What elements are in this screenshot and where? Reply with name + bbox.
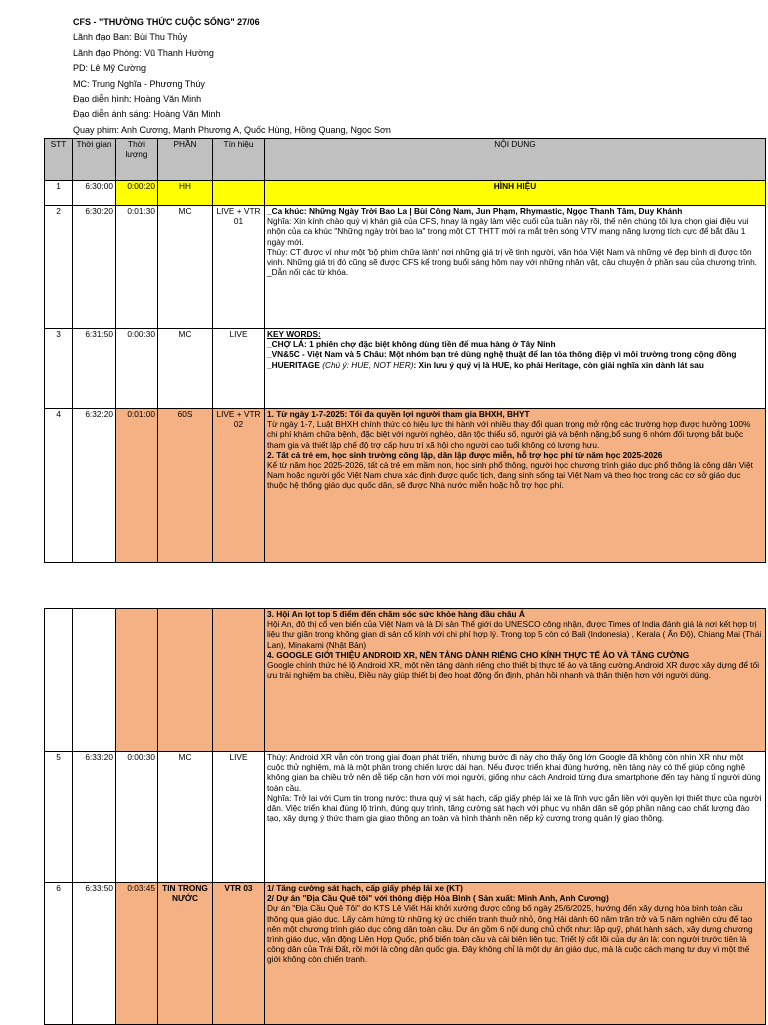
header-line-lighting: Đạo diễn ánh sáng: Hoàng Văn Minh — [73, 109, 221, 120]
table-row — [45, 409, 766, 563]
cell-content — [265, 206, 766, 329]
cell-signal: LIVE + VTR 01 — [213, 206, 265, 329]
header-line-mc: MC: Trung Nghĩa - Phương Thúy — [73, 78, 205, 89]
content-line: _Dẫn nối các từ khóa. — [267, 267, 349, 278]
content-line: _Ca khúc: Những Ngày Trời Bao La | Bùi Công Nam, Jun Phạm, Rhymastic, Ngọc Thanh Tâm, Duy Khánh — [267, 206, 683, 216]
rundown-table — [44, 138, 766, 563]
cell-stt: 2 — [45, 206, 73, 329]
cell-duration: 0:00:20 — [116, 181, 158, 206]
cell-content — [265, 329, 766, 409]
cell-duration: 0:00:30 — [116, 752, 158, 883]
col-signal: Tín hiệu — [213, 139, 265, 181]
col-stt: STT — [45, 139, 73, 181]
cell-time: 6:30:00 — [73, 181, 116, 206]
content-line: 2. Tất cả trẻ em, học sinh trường công lập, dân lập được miễn, hỗ trợ học phí từ năm học 2025-2026 — [267, 449, 663, 460]
content-line: Hội An, đô thị cổ ven biển của Việt Nam và là Di sản Thế giới do UNESCO công nhận, được Times of India đánh giá là nơi kết hợp trị liệu thư giãn trong không gian di sản cổ kính với chi phí hợp lý. Trong top 5 còn có Bali (Indonesia) , Kerala ( Ấn Độ), Chiang Mai (Thái Lan), Minakami (Nhật Bản) — [267, 619, 762, 650]
cell-part: MC — [158, 206, 213, 329]
cell-stt — [45, 609, 73, 752]
cell-signal — [213, 609, 265, 752]
cell-stt: 5 — [45, 752, 73, 883]
document-header — [73, 15, 391, 138]
cell-content — [265, 181, 766, 206]
table-row — [45, 181, 766, 206]
col-content: NỘI DUNG — [265, 139, 766, 181]
cell-time: 6:30:20 — [73, 206, 116, 329]
col-part: PHẦN — [158, 139, 213, 181]
col-duration: Thời lượng — [116, 139, 158, 181]
cell-duration: 0:00:30 — [116, 329, 158, 409]
rundown-table-continued — [44, 608, 766, 1025]
content-line: 1/ Tăng cường sát hạch, cấp giấy phép lái xe (KT) — [267, 883, 463, 893]
table-row — [45, 329, 766, 409]
cell-duration: 0:01:00 — [116, 409, 158, 563]
content-line: Thúy: CT được ví như một 'bộ phim chữa lành' nơi những giá trị về tinh người, văn hóa Việt Nam và những vẻ đẹp bình dị được tôn vinh. Những giá trị đó cũng sẽ được CFS kể trong buổi sáng hôm nay với những nhân vật, câu chuyện ở phần sau của chương trình. — [267, 246, 757, 268]
cell-stt: 6 — [45, 883, 73, 1025]
content-line: _VN&5C - Việt Nam và 5 Châu: Một nhóm bạn trẻ dùng nghệ thuật để lan tỏa thông điệp vì môi trường trong cộng đồng — [267, 349, 737, 360]
table-row — [45, 883, 766, 1025]
table-row — [45, 206, 766, 329]
content-line: 2/ Dự án "Địa Cầu Quê tôi" với thông điệp Hòa Bình ( Sản xuất: Minh Anh, Anh Cương) — [267, 893, 609, 904]
cell-time: 6:32:20 — [73, 409, 116, 563]
table-row — [45, 609, 766, 752]
header-line-director: Đạo diễn hình: Hoàng Văn Minh — [73, 94, 202, 105]
content-line: Dự án "Địa Cầu Quê Tôi" do KTS Lê Viết Hải khởi xướng được công bố ngày 25/6/2025, hướng đến xây dựng hòa bình toàn cầu thông qua giáo dục. Lấy cảm hứng từ những ký ức chiến tranh thuở nhỏ, ông Hải dành 60 năm trăn trở và 5 năm nghiên cứu để tạo nên một chương trình giáo dục công dân toàn cầu. Dự án gồm 6 nội dung chủ chốt như: lập quỹ, phát hành sách, xây dựng chương trình giáo dục, vận động Liên Hợp Quốc, phổ biến toàn cầu và cải biên liên tục. Triết lý cốt lõi của dự án là: con người trước tiên là công dân của Trái Đất, rồi mới là công dân quốc gia. Đây không chỉ là một dự án giáo dục, mà là cuộc cách mạng tư duy vì một thế giới không còn chiến tranh. — [267, 903, 753, 965]
content-line: Thúy: Android XR vẫn còn trong giai đoạn phát triển, nhưng bước đi này cho thấy ông lớn Google đã không còn nhìn XR như một cuộc thử nghiệm, mà là một phần trong chiến lược dài hạn. Nếu được triển khai đúng hướng, nền tảng này có thể giúp công nghệ không gian ba chiều trở nên dễ tiếp cận hơn với mọi người, giống như cách Android từng đưa smartphone đến tay hàng tỉ người dùng toàn cầu. — [267, 752, 761, 793]
cell-part: 60S — [158, 409, 213, 563]
cell-content — [265, 409, 766, 563]
content-line: 4. GOOGLE GIỚI THIỆU ANDROID XR, NỀN TẢNG DÀNH RIÊNG CHO KÍNH THỰC TẾ ẢO VÀ TĂNG CƯỜNG — [267, 649, 690, 660]
col-time: Thời gian — [73, 139, 116, 181]
cell-stt: 4 — [45, 409, 73, 563]
cell-part: MC — [158, 752, 213, 883]
content-line: _HUERITAGE — [267, 359, 320, 370]
header-line-camera: Quay phim: Anh Cương, Mạnh Phương A, Quốc Hùng, Hồng Quang, Ngọc Sơn — [73, 124, 391, 135]
content-line: HÌNH HIỆU — [493, 181, 537, 191]
cell-time: 6:31:50 — [73, 329, 116, 409]
cell-content — [265, 609, 766, 752]
cell-signal: VTR 03 — [213, 883, 265, 1025]
cell-signal: LIVE — [213, 752, 265, 883]
cell-duration — [116, 609, 158, 752]
content-line: 3. Hội An lọt top 5 điểm đến chăm sóc sức khỏe hàng đầu châu Á — [267, 609, 525, 619]
cell-signal: LIVE — [213, 329, 265, 409]
cell-stt: 3 — [45, 329, 73, 409]
cell-stt: 1 — [45, 181, 73, 206]
cell-time: 6:33:20 — [73, 752, 116, 883]
content-line: Kể từ năm học 2025-2026, tất cả trẻ em mầm non, học sinh phổ thông, người học chương trình giáo dục phổ thông là công dân Việt Nam hoặc người gốc Việt Nam chưa xác định được quốc tịch, đang sinh sống tại Việt Nam và theo học trong các cơ sở giáo dục thuộc hệ thống giáo dục quốc dân, sẽ được Nhà nước miễn hoặc hỗ trợ học phí. — [267, 460, 753, 491]
cell-part: MC — [158, 329, 213, 409]
cell-part: TIN TRONG NƯỚC — [158, 883, 213, 1025]
content-line: 1. Từ ngày 1-7-2025: Tối đa quyền lợi người tham gia BHXH, BHYT — [267, 409, 530, 419]
cell-time — [73, 609, 116, 752]
header-line-dept: Lãnh đạo Phòng: Vũ Thanh Hường — [73, 47, 214, 58]
content-line: KEY WORDS: — [267, 329, 321, 339]
content-line: Từ ngày 1-7, Luật BHXH chính thức có hiệu lực thi hành với nhiều thay đổi quan trọng mở rộng các trường hợp được hưởng 100% chi phí khám chữa bệnh, đặc biệt với người nghèo, dân tộc thiểu số, người già và bệnh nặng,bổ sung 6 nhóm đối tượng bắt buộc tham gia và thiết lập chế độ trợ cấp hưu trí xã hội cho người cao tuổi không có lương hưu. — [267, 419, 751, 450]
program-title: CFS - "THƯỜNG THỨC CUỘC SỐNG" 27/06 — [73, 17, 260, 27]
content-note: (Chú ý: HUE, NOT HER) — [322, 359, 414, 370]
cell-part: HH — [158, 181, 213, 206]
content-line: Nghĩa: Trở lại với Cụm tin trong nước: thưa quý vị sát hạch, cấp giấy phép lái xe là lĩnh vực gắn liền với quyền lợi thiết thực của người dân. Việc triển khai đúng lộ trình, đúng quy trình, tăng cường sát hạch với phục vụ nhân dân sẽ góp phần nâng cao chất lượng đào tạo, xây dựng ý thức tham gia giao thông an toàn và hình thành nền nếp kỷ cương trong quản lý giao thông. — [267, 792, 762, 824]
table-header-row — [45, 139, 766, 181]
header-line-leader: Lãnh đạo Ban: Bùi Thu Thủy — [73, 32, 188, 43]
cell-signal — [213, 181, 265, 206]
cell-duration: 0:01:30 — [116, 206, 158, 329]
table-row — [45, 752, 766, 883]
content-line: Google chính thức hé lộ Android XR, một nền tảng dành riêng cho thiết bị thực tế ảo và tăng cường.Android XR được xây dựng để tối ưu trải nghiệm ba chiều, Điều này giúp thiết bị đeo hoạt động ổn định, phản hồi nhanh và thân thiện hơn với người dùng. — [267, 660, 760, 681]
cell-duration: 0:03:45 — [116, 883, 158, 1025]
cell-time: 6:33:50 — [73, 883, 116, 1025]
cell-content — [265, 752, 766, 883]
cell-content — [265, 883, 766, 1025]
cell-part — [158, 609, 213, 752]
content-line: : Xin lưu ý quý vị là HUE, ko phải Heritage, còn giải nghĩa xin dành lát sau — [413, 359, 704, 370]
content-line: Nghĩa: Xin kính chào quý vị khán giả của CFS, hnay là ngày làm việc cuối của tuần này rồi, thế nên chúng tôi lựa chọn giai điệu vui nhộn của ca khúc "Những ngày trời bao la" trong một CT THTT mới ra mắt trên sóng VTV mang năng lượng tích cực để bắt đầu 1 ngày mới. — [267, 216, 749, 247]
cell-signal: LIVE + VTR 02 — [213, 409, 265, 563]
content-line: _CHỢ LÁ: 1 phiên chợ đặc biệt không dùng tiền để mua hàng ở Tây Ninh — [267, 339, 556, 350]
header-line-pd: PD: Lê Mỹ Cường — [73, 63, 146, 74]
